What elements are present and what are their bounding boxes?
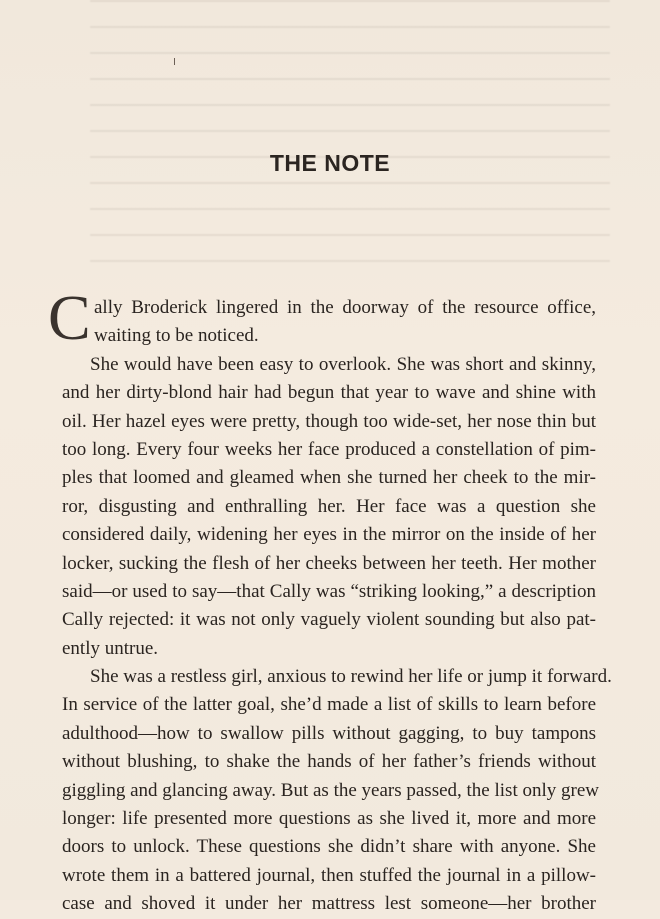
stray-mark [174, 58, 175, 65]
text-line: ally Broderick lingered in the doorway of the resource office, [94, 297, 596, 318]
text-line: She was a restless girl, anxious to rewind her life or jump it forward. [90, 666, 612, 688]
text-line: longer: life presented more questions as she lived it, more and more [62, 808, 596, 830]
paragraph-1 [48, 282, 596, 353]
text-line: oil. Her hazel eyes were pretty, though too wide-set, her nose thin but [62, 410, 596, 432]
text-line: said—or used to say—that Cally was “striking looking,” a description [62, 580, 596, 602]
text-line: ples that loomed and gleamed when she turned her cheek to the mir- [62, 467, 596, 489]
text-line: Cally rejected: it was not only vaguely violent sounding but also pat- [62, 609, 596, 631]
text-line: without blushing, to shake the hands of her father’s friends without [62, 751, 596, 773]
text-line: case and shoved it under her mattress lest someone—her brother [62, 893, 596, 915]
text-line: adulthood—how to swallow pills without gagging, to buy tampons [62, 722, 596, 744]
paragraph-3 [62, 663, 612, 919]
chapter-title: THE NOTE [269, 150, 391, 176]
text-line: doors to unlock. These questions she didn’t share with anyone. She [62, 836, 596, 858]
text-line: She would have been easy to overlook. She was short and skinny, [90, 353, 596, 375]
text-line: considered daily, widening her eyes in the mirror on the inside of her [62, 524, 596, 546]
text-line: In service of the latter goal, she’d made a list of skills to learn before [62, 694, 596, 716]
text-line: ently untrue. [62, 637, 159, 659]
text-line: and her dirty-blond hair had begun that year to wave and shine with [62, 382, 596, 404]
text-line: too long. Every four weeks her face produced a constellation of pim- [62, 438, 596, 460]
drop-cap: C [48, 282, 91, 353]
text-line: ror, disgusting and enthralling her. Her face was a question she [62, 495, 596, 517]
chapter-body [48, 282, 612, 919]
text-line: wrote them in a battered journal, then stuffed the journal in a pillow- [62, 864, 596, 886]
text-line: waiting to be noticed. [94, 325, 259, 347]
text-line: locker, sucking the flesh of her cheeks between her teeth. Her mother [62, 552, 596, 574]
text-line: giggling and glancing away. But as the years passed, the list only grew [62, 779, 599, 801]
paragraph-2 [62, 351, 596, 663]
